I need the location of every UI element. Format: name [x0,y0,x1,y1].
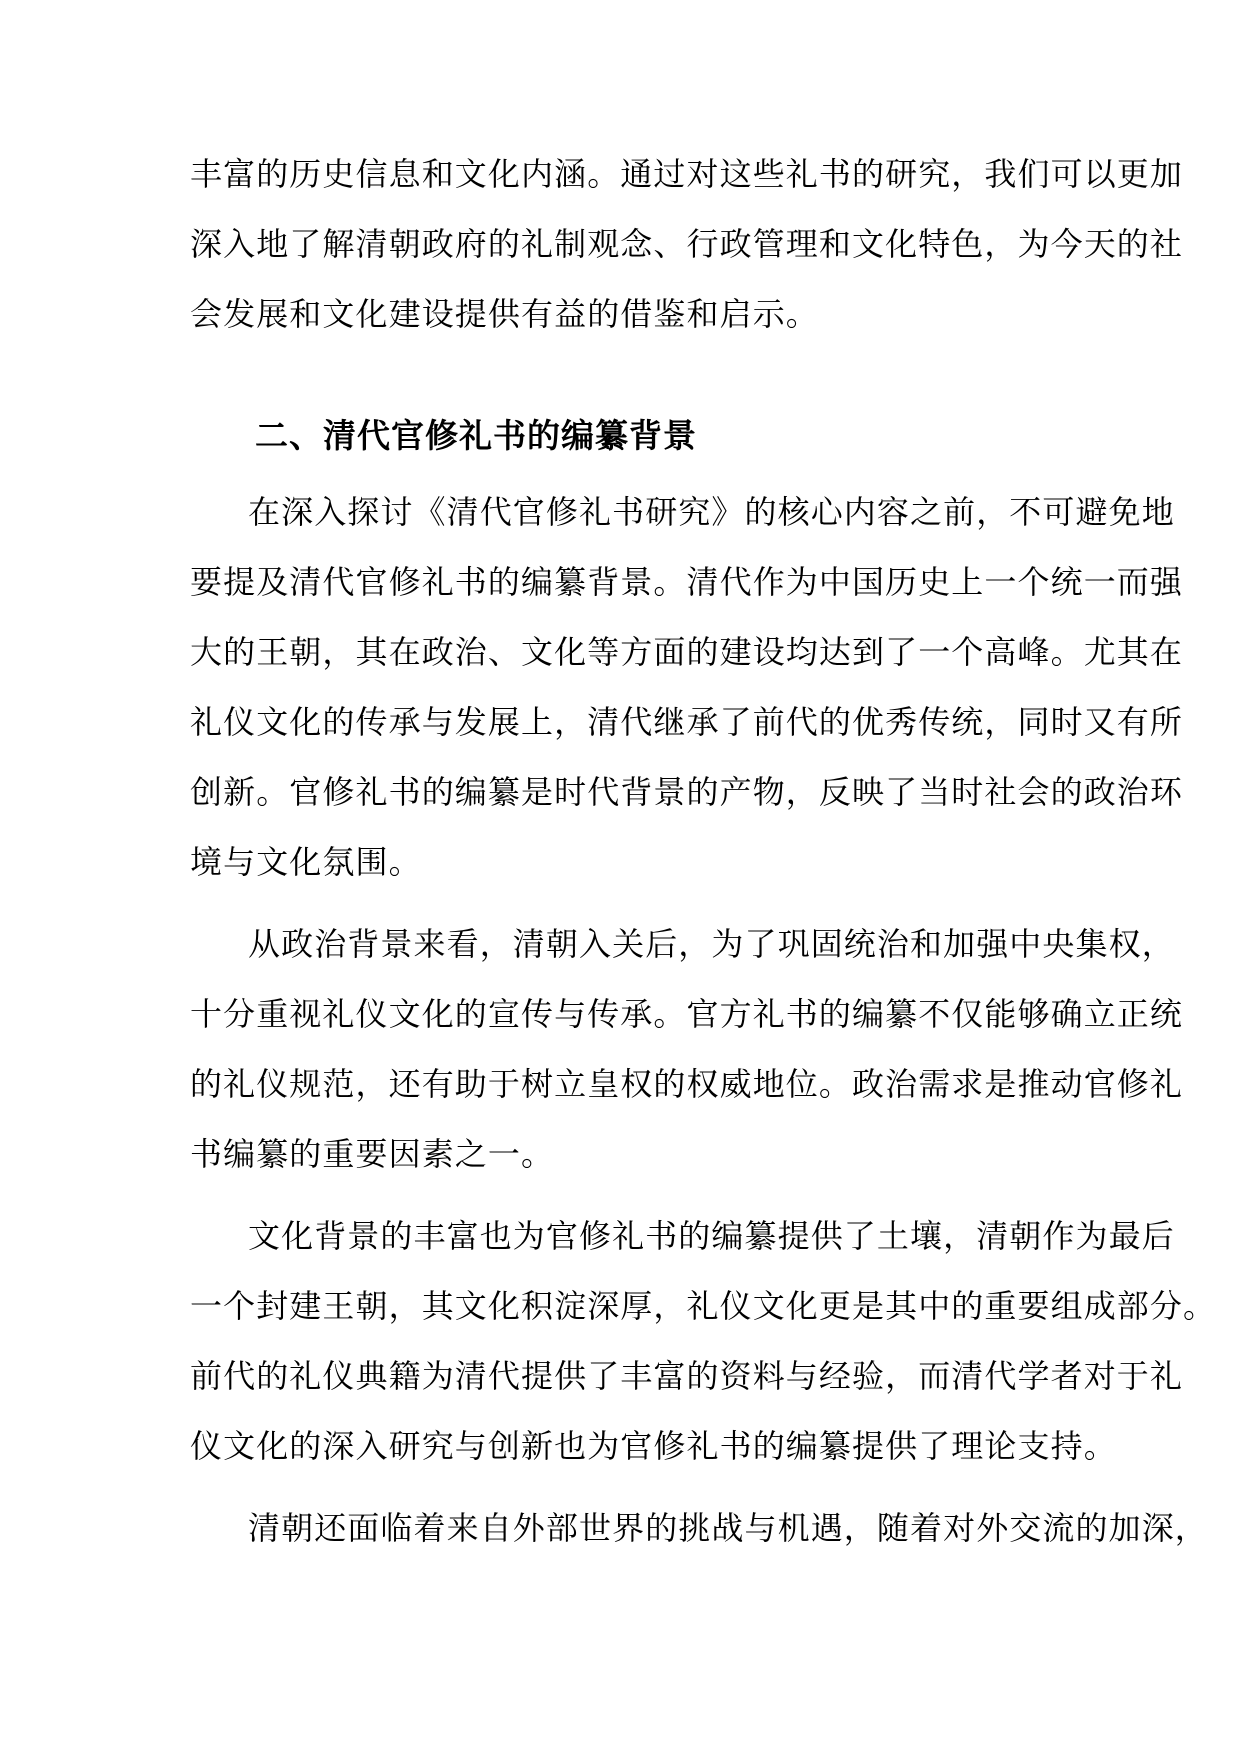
para1-line-3: 大的王朝，其在政治、文化等方面的建设均达到了一个高峰。尤其在 [190,633,1184,671]
para3-line-1: 文化背景的丰富也为官修礼书的编纂提供了土壤，清朝作为最后 [248,1217,1175,1255]
para3-line-4: 仪文化的深入研究与创新也为官修礼书的编纂提供了理论支持。 [190,1427,1117,1465]
para2-line-4: 书编纂的重要因素之一。 [190,1135,555,1173]
para1-line-5: 创新。官修礼书的编纂是时代背景的产物，反映了当时社会的政治环 [190,773,1184,811]
para3-line-2: 一个封建王朝，其文化积淀深厚，礼仪文化更是其中的重要组成部分。 [190,1287,1217,1325]
intro-line-1: 丰富的历史信息和文化内涵。通过对这些礼书的研究，我们可以更加 [190,155,1184,193]
para4-line-1: 清朝还面临着来自外部世界的挑战与机遇，随着对外交流的加深， [248,1509,1208,1547]
para2-line-1: 从政治背景来看，清朝入关后，为了巩固统治和加强中央集权， [248,925,1175,963]
section-heading: 二、清代官修礼书的编纂背景 [255,416,697,455]
para2-line-3: 的礼仪规范，还有助于树立皇权的权威地位。政治需求是推动官修礼 [190,1065,1184,1103]
para3-line-3: 前代的礼仪典籍为清代提供了丰富的资料与经验，而清代学者对于礼 [190,1357,1184,1395]
para1-line-4: 礼仪文化的传承与发展上，清代继承了前代的优秀传统，同时又有所 [190,703,1184,741]
intro-line-2: 深入地了解清朝政府的礼制观念、行政管理和文化特色，为今天的社 [190,225,1184,263]
intro-line-3: 会发展和文化建设提供有益的借鉴和启示。 [190,295,819,333]
para1-line-1: 在深入探讨《清代官修礼书研究》的核心内容之前，不可避免地 [248,493,1175,531]
para1-line-2: 要提及清代官修礼书的编纂背景。清代作为中国历史上一个统一而强 [190,563,1184,601]
para1-line-6: 境与文化氛围。 [190,843,422,881]
para2-line-2: 十分重视礼仪文化的宣传与传承。官方礼书的编纂不仅能够确立正统 [190,995,1184,1033]
